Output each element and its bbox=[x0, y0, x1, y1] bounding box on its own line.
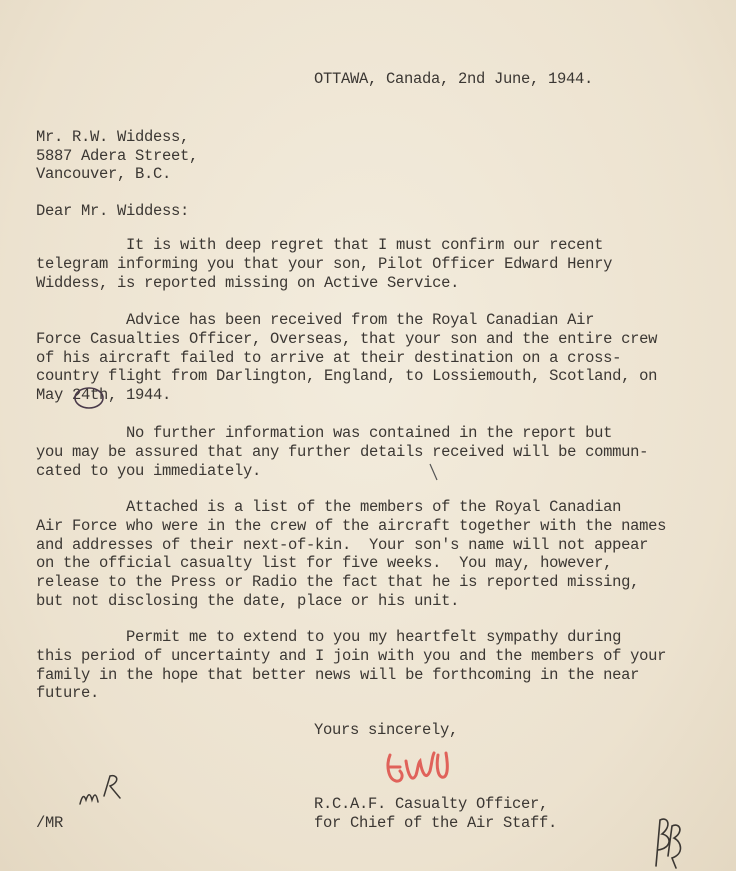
signature-for-line: for Chief of the Air Staff. bbox=[314, 814, 558, 832]
closing: Yours sincerely, bbox=[314, 721, 459, 739]
paragraph-line: telegram informing you that your son, Pilot Officer Edward Henry bbox=[36, 254, 613, 273]
reference-code: /MR bbox=[36, 814, 64, 832]
paragraph-3 bbox=[36, 424, 696, 480]
paragraph-4 bbox=[36, 498, 696, 611]
pen-stroke-icon bbox=[428, 462, 440, 482]
place-date: OTTAWA, Canada, 2nd June, 1944. bbox=[314, 70, 594, 88]
paragraph-line: No further information was contained in the report but bbox=[36, 424, 613, 442]
paragraph-line: you may be assured that any further details received will be commun- bbox=[36, 442, 649, 461]
paragraph-line: cated to you immediately. bbox=[36, 461, 262, 480]
paragraph-line: release to the Press or Radio the fact that he is reported missing, bbox=[36, 573, 640, 592]
salutation: Dear Mr. Widdess: bbox=[36, 202, 190, 220]
paragraph-line: on the official casualty list for five weeks. You may, however, bbox=[36, 554, 613, 573]
addressee-city: Vancouver, B.C. bbox=[36, 165, 172, 183]
circle-mark-icon bbox=[72, 385, 106, 413]
paragraph-line: and addresses of their next-of-kin. Your son's name will not appear bbox=[36, 535, 649, 554]
paragraph-line: Advice has been received from the Royal Canadian Air bbox=[36, 311, 595, 329]
paragraph-line: future. bbox=[36, 684, 100, 703]
paragraph-line: this period of uncertainty and I join with you and the members of your bbox=[36, 646, 667, 665]
paragraph-line: Widdess, is reported missing on Active Service. bbox=[36, 273, 460, 292]
paragraph-line: but not disclosing the date, place or his unit. bbox=[36, 591, 460, 610]
addressee-street: 5887 Adera Street, bbox=[36, 147, 199, 165]
paragraph-line: of his aircraft failed to arrive at their destination on a cross- bbox=[36, 348, 622, 367]
paragraph-line: country flight from Darlington, England, to Lossiemouth, Scotland, on bbox=[36, 367, 658, 386]
paragraph-line: It is with deep regret that I must confirm our recent bbox=[36, 236, 604, 254]
paragraph-line: family in the hope that better news will be forthcoming in the near bbox=[36, 665, 640, 684]
signature-title: R.C.A.F. Casualty Officer, bbox=[314, 795, 549, 813]
paragraph-line: Force Casualties Officer, Overseas, that your son and the entire crew bbox=[36, 329, 658, 348]
red-signature-icon bbox=[382, 745, 452, 789]
addressee-name: Mr. R.W. Widdess, bbox=[36, 128, 190, 146]
paragraph-line: May 24th, 1944. bbox=[36, 386, 172, 405]
paragraph-5 bbox=[36, 628, 696, 703]
paragraph-2 bbox=[36, 311, 696, 405]
corner-initials-icon bbox=[646, 812, 690, 870]
handwritten-initials-icon bbox=[76, 770, 126, 810]
paragraph-line: Permit me to extend to you my heartfelt sympathy during bbox=[36, 628, 622, 646]
paragraph-line: Air Force who were in the crew of the aircraft together with the names bbox=[36, 516, 667, 535]
paragraph-line: Attached is a list of the members of the Royal Canadian bbox=[36, 498, 622, 516]
paragraph-1 bbox=[36, 236, 696, 292]
